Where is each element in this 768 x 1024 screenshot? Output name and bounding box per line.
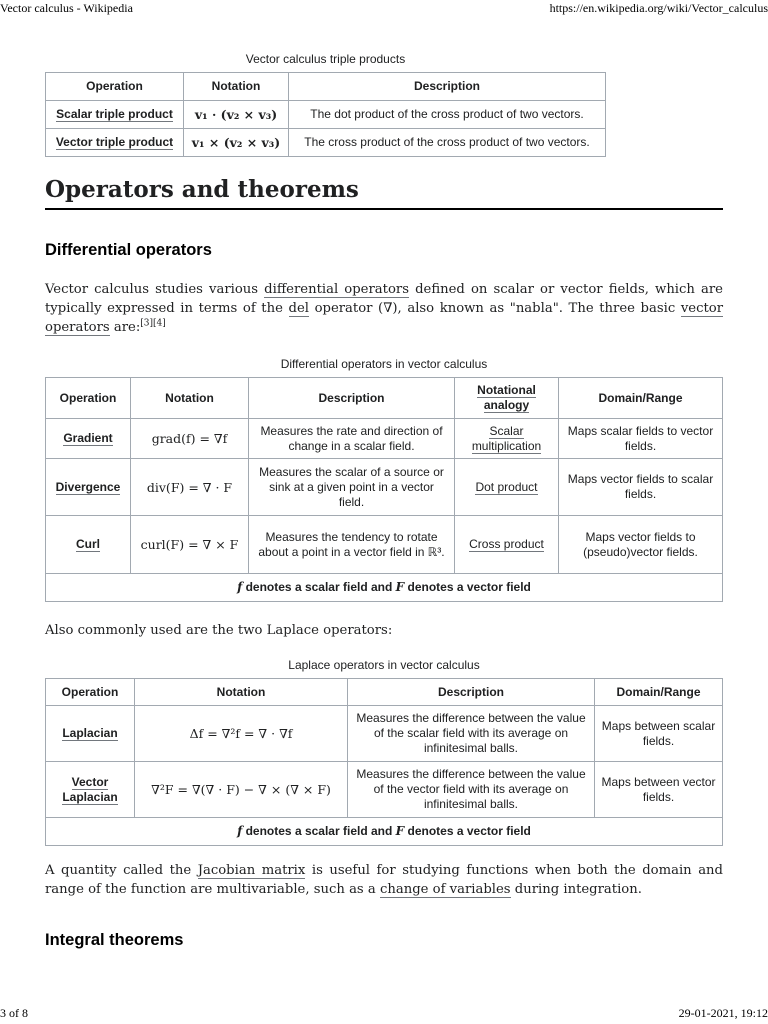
description-cell: Measures the difference between the value of the vector field with its average on infinitesimal balls. (348, 762, 595, 818)
triple-products-table (45, 52, 606, 157)
domain-cell: Maps vector fields to scalar fields. (559, 459, 723, 516)
table-note: f denotes a scalar field and F denotes a vector field (46, 574, 723, 602)
differential-operators-link[interactable]: differential operators (264, 282, 409, 297)
column-header: Domain/Range (595, 679, 723, 706)
divergence-link[interactable]: Divergence (55, 479, 121, 494)
domain-cell: Maps vector fields to (pseudo)vector fields. (559, 516, 723, 574)
print-page-title: Vector calculus - Wikipedia (0, 1, 133, 15)
domain-cell: Maps between scalar fields. (595, 706, 723, 762)
print-header (0, 0, 768, 16)
table-row (46, 101, 606, 129)
curl-link[interactable]: Curl (76, 537, 100, 551)
table-caption: Vector calculus triple products (245, 52, 406, 66)
print-footer (0, 1008, 768, 1024)
notation-cell: v₁ × (v₂ × v₃) (184, 129, 289, 157)
scalar-multiplication-link[interactable]: Scalar multiplication (471, 423, 542, 453)
notation-cell: curl(F) = ∇ × F (131, 516, 249, 574)
notation-cell: div(F) = ∇ · F (131, 459, 249, 516)
vector-laplacian-link[interactable]: Vector Laplacian (62, 774, 118, 804)
column-header: Description (249, 378, 455, 419)
jacobian-matrix-link[interactable]: Jacobian matrix (197, 863, 306, 878)
laplacian-link[interactable]: Laplacian (62, 726, 118, 740)
notation-cell: Δf = ∇²f = ∇ · ∇f (135, 706, 348, 762)
laplace-intro-paragraph: Also commonly used are the two Laplace operators: (45, 623, 393, 638)
column-header (455, 378, 559, 419)
column-header: Notation (184, 73, 289, 101)
table-note-row (46, 818, 723, 846)
table-caption: Laplace operators in vector calculus (288, 658, 480, 672)
dot-product-link[interactable]: Dot product (475, 479, 538, 494)
print-datetime: 29-01-2021, 19:12 (678, 1006, 768, 1020)
column-header: Notation (131, 378, 249, 419)
table-note: f denotes a scalar field and F denotes a vector field (46, 818, 723, 846)
vector-operators-link[interactable]: vector operators (45, 301, 723, 335)
differential-operators-table (45, 357, 723, 602)
scalar-triple-product-link[interactable]: Scalar triple product (56, 107, 173, 121)
vector-triple-product-link[interactable]: Vector triple product (55, 135, 174, 149)
notation-cell: grad(f) = ∇f (131, 419, 249, 459)
del-link[interactable]: del (288, 301, 309, 316)
column-header: Operation (46, 73, 184, 101)
description-cell: Measures the rate and direction of change in a scalar field. (249, 419, 455, 459)
domain-cell: Maps scalar fields to vector fields. (559, 419, 723, 459)
cross-product-link[interactable]: Cross product (469, 537, 544, 551)
change-of-variables-link[interactable]: change of variables (379, 882, 511, 897)
table-row (46, 516, 723, 574)
notation-cell: v₁ · (v₂ × v₃) (184, 101, 289, 129)
jacobian-paragraph: A quantity called the Jacobian matrix is useful for studying functions when both the domain and range of the function are multivariable, such as a change of variables during integration. (45, 863, 723, 897)
table-row (46, 706, 723, 762)
table-row (46, 129, 606, 157)
table-row (46, 762, 723, 818)
description-cell: The dot product of the cross product of two vectors. (289, 101, 606, 129)
column-header: Description (289, 73, 606, 101)
print-page-url[interactable]: https://en.wikipedia.org/wiki/Vector_calculus (549, 1, 768, 15)
column-header: Notation (135, 679, 348, 706)
page-counter: 3 of 8 (0, 1006, 28, 1020)
table-note-row (46, 574, 723, 602)
table-caption: Differential operators in vector calculus (280, 357, 488, 371)
subsection-heading-differential: Differential operators (45, 241, 212, 259)
table-row (46, 459, 723, 516)
table-row (46, 419, 723, 459)
column-header: Description (348, 679, 595, 706)
differential-paragraph: Vector calculus studies various differential operators defined on scalar or vector fields, which are typically expressed in terms of the del operator (∇), also known as "nabla". The three basic vector operators are:[3][4] (45, 282, 723, 335)
description-cell: Measures the tendency to rotate about a point in a vector field in ℝ³. (249, 516, 455, 574)
domain-cell: Maps between vector fields. (595, 762, 723, 818)
gradient-link[interactable]: Gradient (63, 431, 113, 445)
notation-cell: ∇²F = ∇(∇ · F) − ∇ × (∇ × F) (135, 762, 348, 818)
description-cell: The cross product of the cross product of two vectors. (289, 129, 606, 157)
notational-analogy-link[interactable]: Notational analogy (477, 383, 536, 412)
description-cell: Measures the difference between the value of the scalar field with its average on infinitesimal balls. (348, 706, 595, 762)
description-cell: Measures the scalar of a source or sink at a given point in a vector field. (249, 459, 455, 516)
laplace-operators-table (45, 658, 723, 846)
subsection-heading-integral: Integral theorems (45, 931, 184, 949)
reference-links[interactable]: [3][4] (140, 318, 166, 329)
column-header: Operation (46, 378, 131, 419)
column-header: Domain/Range (559, 378, 723, 419)
section-heading-operators: Operators and theorems (45, 174, 723, 210)
column-header: Operation (46, 679, 135, 706)
